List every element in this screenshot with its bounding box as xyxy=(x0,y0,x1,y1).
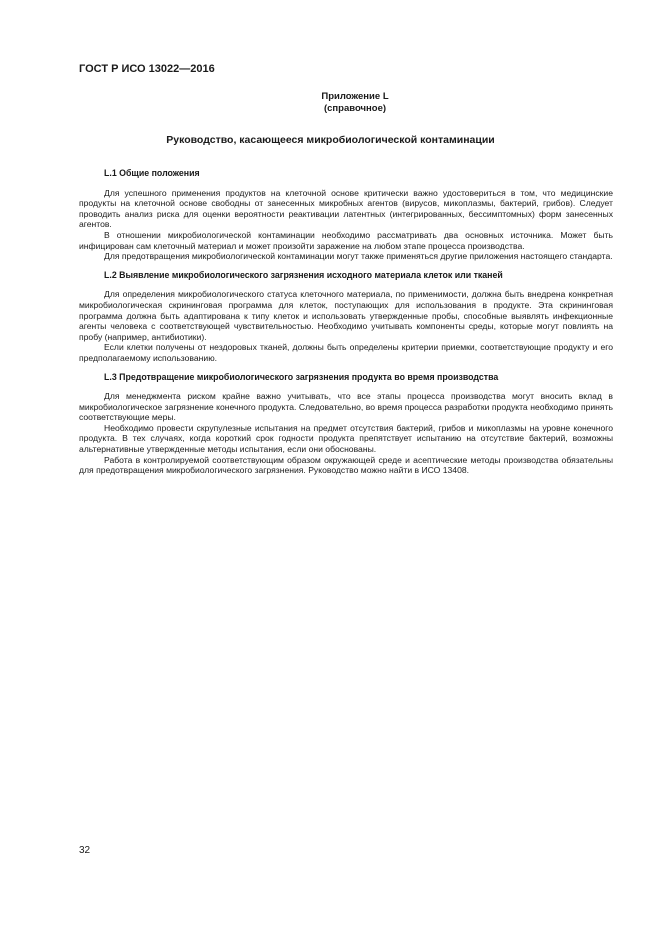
section-l1 xyxy=(79,168,613,262)
paragraph: Для определения микробиологического статуса клеточного материала, по применимости, должна быть внедрена конкретная микробиологическая скрининговая программа для клеток, поступающих для использования в продукте. Эта скрининговая программа должна быть адаптирована к типу клеток и использовать утвержденные пробы, способные выявлять инфекционные агенты человека с соответствующей чувствительностью. Необходимо учитывать компоненты среды, которые могут повлиять на пробу (например, антибиотики). xyxy=(79,289,613,342)
page-number: 32 xyxy=(79,845,91,856)
page-title: Руководство, касающееся микробиологической контаминации xyxy=(166,134,495,146)
section-l2 xyxy=(79,270,613,364)
annex-title: Приложение L xyxy=(321,91,389,102)
paragraph: Для успешного применения продуктов на клеточной основе критически важно удостовериться в том, что медицинские продукты на клеточной основе свободны от занесенных микробных агентов (вирусов, микоплазмы, бактерий, грибов). Следует проводить анализ риска для оценки вероятности реактивации латентных (интегрированных, бессимптомных) форм занесенных агентов. xyxy=(79,187,613,230)
annex-subtitle: (справочное) xyxy=(323,103,387,114)
paragraph: Для менеджмента риском крайне важно учитывать, что все этапы процесса производства могут вносить вклад в микробиологическое загрязнение конечного продукта. Следовательно, во время процесса разработки продукта необходимо принять соответствующие меры. xyxy=(79,391,613,423)
annex-heading xyxy=(310,91,400,115)
paragraph: Для предотвращения микробиологической контаминации могут также применяться другие приложения настоящего стандарта. xyxy=(104,251,613,262)
section-heading: L.1 Общие положения xyxy=(104,168,200,178)
paragraph: Необходимо провести скрупулезные испытания на предмет отсутствия бактерий, грибов и микоплазмы на уровне конечного продукта. В тех случаях, когда короткий срок годности продукта препятствует испытанию на отсутствие бактерий, возможны альтернативные утвержденные методы испытания, если они обоснованы. xyxy=(79,422,613,455)
section-l3 xyxy=(79,372,613,476)
section-heading: L.2 Выявление микробиологического загрязнения исходного материала клеток или тканей xyxy=(104,269,503,280)
document-body xyxy=(79,160,613,476)
paragraph: В отношении микробиологической контаминации необходимо рассматривать два основных источника. Может быть инфицирован сам клеточный материал и может произойти заражение на любом этапе процесса производства. xyxy=(79,229,613,251)
paragraph: Работа в контролируемой соответствующим образом окружающей среде и асептические методы производства обязательны для предотвращения микробиологического загрязнения. Руководство можно найти в ИСО 13408. xyxy=(79,454,613,476)
paragraph: Если клетки получены от нездоровых тканей, должны быть определены критерии приемки, соответствующие продукту и его предполагаемому использованию. xyxy=(79,342,613,363)
section-heading: L.3 Предотвращение микробиологического загрязнения продукта во время производства xyxy=(104,371,499,382)
standard-code: ГОСТ Р ИСО 13022—2016 xyxy=(79,63,215,75)
